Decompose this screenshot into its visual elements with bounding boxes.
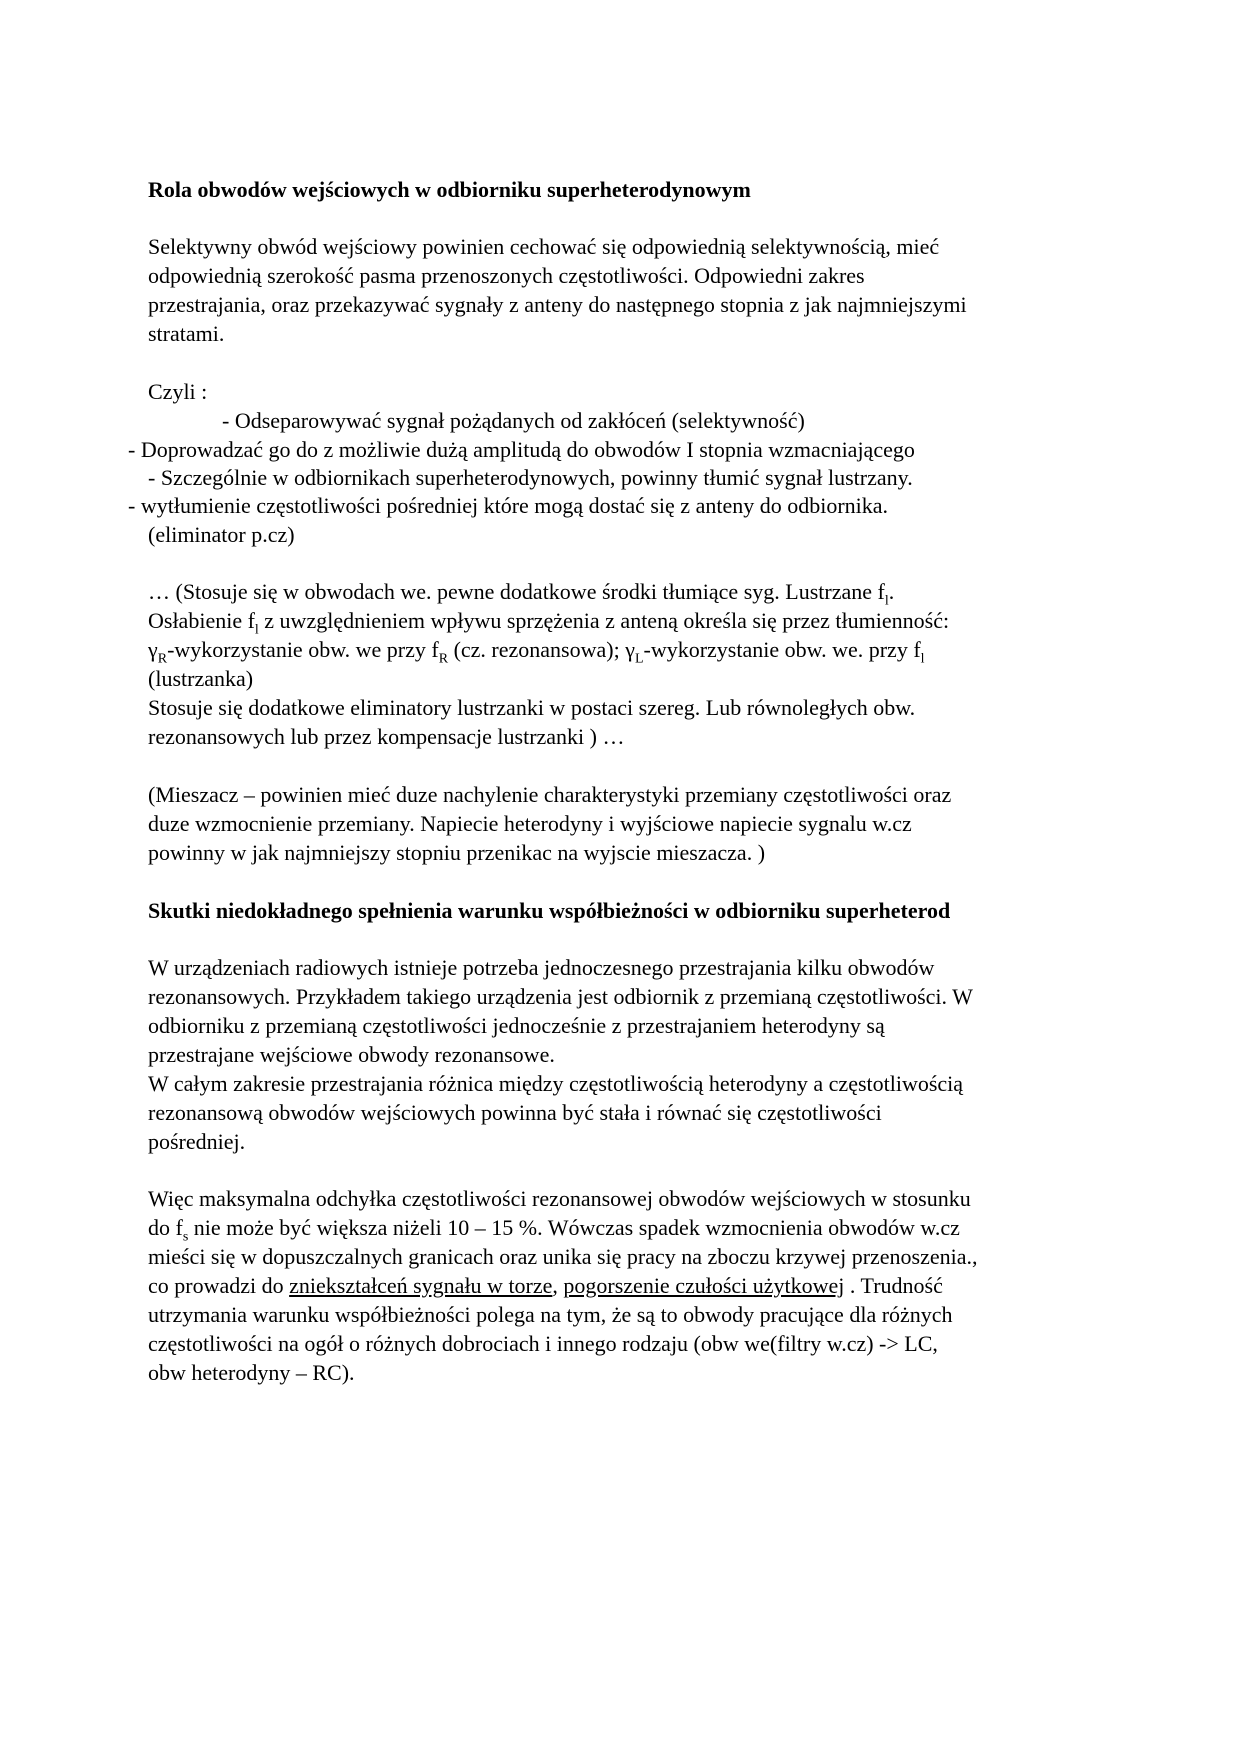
paragraph-line: (lustrzanka) (148, 666, 254, 691)
paragraph-line: W całym zakresie przestrajania różnica między częstotliwością heterodyny a częstotliwością (148, 1071, 964, 1096)
paragraph-line: stratami. (148, 321, 225, 346)
paragraph-line: duze wzmocnienie przemiany. Napiecie heterodyny i wyjściowe napiecie sygnalu w.cz (148, 811, 912, 836)
paragraph-line: do $f_s$ nie może być większa niżeli 10 – 15 %. Wówczas spadek wzmocnienia obwodów w.cz (148, 1215, 960, 1245)
list-item: (eliminator p.cz) (148, 522, 295, 547)
paragraph-line: przestrajane wejściowe obwody rezonansowe. (148, 1042, 555, 1067)
list-item: - Odseparowywać sygnał pożądanych od zakłóceń (selektywność) (222, 408, 805, 433)
underlined-phrase: pogorszenie czułości użytkowej (563, 1273, 845, 1298)
paragraph-line: … (Stosuje się w obwodach we. pewne dodatkowe środki tłumiące syg. Lustrzane $f_l$. (148, 579, 895, 609)
paragraph-line: W urządzeniach radiowych istnieje potrzeba jednoczesnego przestrajania kilku obwodów (148, 955, 935, 980)
paragraph-line: (Mieszacz – powinien mieć duze nachylenie charakterystyki przemiany częstotliwości oraz (148, 782, 952, 807)
paragraph-line: przestrajania, oraz przekazywać sygnały z anteny do następnego stopnia z jak najmniejszymi (148, 292, 967, 317)
section-title-2: Skutki niedokładnego spełnienia warunku współbieżności w odbiorniku superheterod (148, 898, 951, 923)
underlined-phrase: zniekształceń sygnału w torze (289, 1273, 553, 1298)
paragraph-line: powinny w jak najmniejszy stopniu przenikac na wyjscie mieszacza. ) (148, 840, 766, 865)
paragraph-line: mieści się w dopuszczalnych granicach oraz unika się pracy na zboczu krzywej przenoszenia., (148, 1244, 978, 1269)
paragraph-line: Stosuje się dodatkowe eliminatory lustrzanki w postaci szereg. Lub równoległych obw. (148, 695, 916, 720)
list-item: - Szczególnie w odbiornikach superheterodynowych, powinny tłumić sygnał lustrzany. (148, 465, 913, 490)
paragraph-line: odpowiednią szerokość pasma przenoszonych częstotliwości. Odpowiedni zakres (148, 263, 865, 288)
paragraph-line: rezonansowych lub przez kompensacje lustrzanki ) … (148, 724, 625, 749)
section-title-1: Rola obwodów wejściowych w odbiorniku superheterodynowym (148, 177, 751, 202)
paragraph-line: Więc maksymalna odchyłka częstotliwości rezonansowej obwodów wejściowych w stosunku (148, 1186, 971, 1211)
paragraph-line: częstotliwości na ogół o różnych dobrociach i innego rodzaju (obw we(filtry w.cz) -> LC, (148, 1331, 938, 1356)
paragraph-line: obw heterodyny – RC). (148, 1360, 355, 1385)
czyli-label: Czyli : (148, 379, 208, 404)
paragraph-line: Osłabienie $f_l$ z uwzględnieniem wpływu sprzężenia z anteną określa się przez tłumienność: (148, 608, 950, 638)
paragraph-line: Selektywny obwód wejściowy powinien cechować się odpowiednią selektywnością, mieć (148, 234, 940, 259)
paragraph-line: co prowadzi do zniekształceń sygnału w torze, pogorszenie czułości użytkowej . Trudność (148, 1273, 943, 1298)
paragraph-line: rezonansowych. Przykładem takiego urządzenia jest odbiornik z przemianą częstotliwości. W (148, 984, 973, 1009)
paragraph-line: rezonansową obwodów wejściowych powinna być stała i równać się częstotliwości (148, 1100, 882, 1125)
list-item: - wytłumienie częstotliwości pośredniej które mogą dostać się z anteny do odbiornika. (128, 493, 889, 518)
paragraph-line: pośredniej. (148, 1129, 246, 1154)
paragraph-line: odbiorniku z przemianą częstotliwości jednocześnie z przestrajaniem heterodyny są (148, 1013, 885, 1038)
list-item: - Doprowadzać go do z możliwie dużą amplitudą do obwodów I stopnia wzmacniającego (128, 437, 915, 462)
paragraph-line: $\gamma_R$-wykorzystanie obw. we przy $f_R$ (cz. rezonansowa); $\gamma_L$-wykorzystanie obw. we. przy $f_l$ (148, 637, 925, 667)
paragraph-line: utrzymania warunku współbieżności polega na tym, że są to obwody pracujące dla różnych (148, 1302, 953, 1327)
